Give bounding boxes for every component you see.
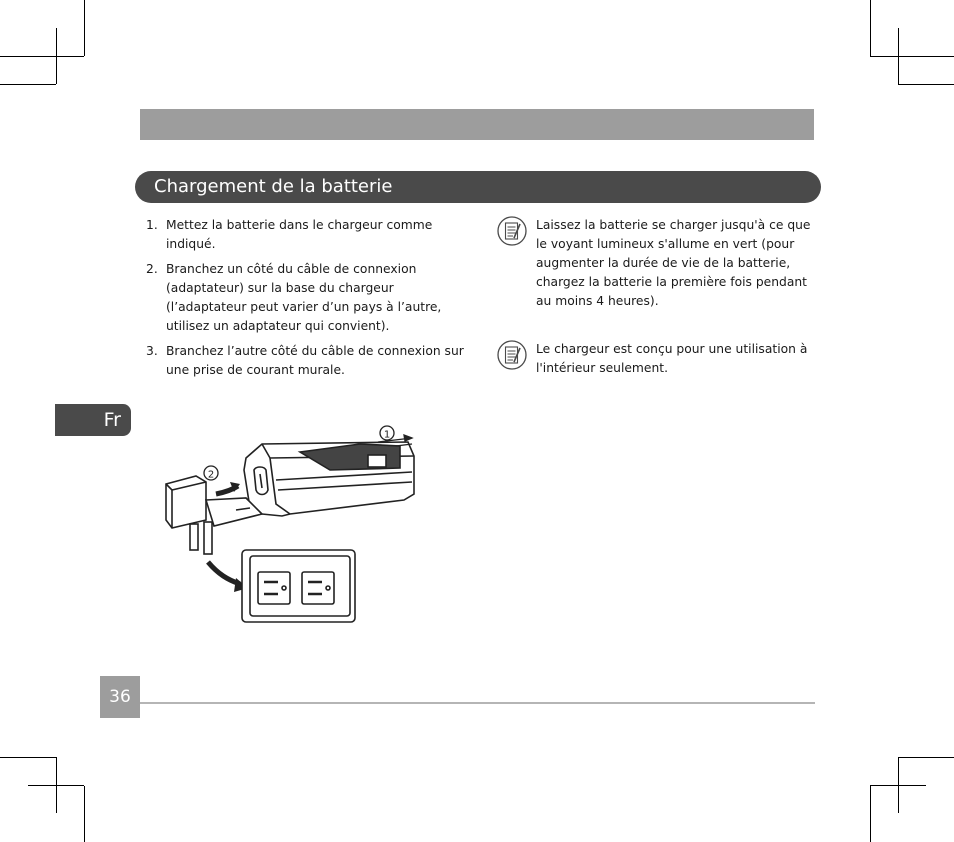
crop-mark <box>870 56 926 57</box>
step-text: Branchez un côté du câble de connexion (adaptateur) sur la base du chargeur (l’adaptateur peut varier d’un pays à l’autre, utilisez un adaptateur qui convient). <box>166 262 442 333</box>
list-item <box>146 216 464 254</box>
language-tab: Fr <box>55 404 131 436</box>
note-text: Laissez la batterie se charger jusqu'à ce que le voyant lumineux s'allume en vert (pour augmenter la durée de vie de la batterie, chargez la batterie la première fois pendant au moins 4 heures). <box>536 218 811 308</box>
charger-illustration <box>160 420 430 630</box>
crop-mark <box>898 757 954 758</box>
footer-divider <box>140 702 815 704</box>
callout-1 <box>380 426 394 441</box>
crop-mark <box>84 0 85 56</box>
step-text: Mettez la batterie dans le chargeur comme indiqué. <box>166 218 433 251</box>
list-item <box>146 260 464 336</box>
note-text: Le chargeur est conçu pour une utilisation à l'intérieur seulement. <box>536 342 808 375</box>
callout-1-label: 1 <box>383 429 391 441</box>
wall-outlet <box>242 550 355 622</box>
crop-mark <box>84 786 85 842</box>
crop-mark <box>898 84 954 85</box>
down-arrow-icon <box>208 562 240 584</box>
note-block <box>497 216 813 311</box>
crop-mark <box>870 0 871 56</box>
note-block <box>497 340 813 378</box>
note-icon <box>497 340 527 376</box>
note-icon <box>497 216 527 252</box>
step-text: Branchez l’autre côté du câble de connexion sur une prise de courant murale. <box>166 344 464 377</box>
crop-mark <box>870 785 926 786</box>
crop-mark <box>28 56 84 57</box>
crop-mark <box>28 785 84 786</box>
section-title: Chargement de la batterie <box>135 171 821 203</box>
crop-mark <box>870 786 871 842</box>
charger-body <box>244 442 414 516</box>
list-item <box>146 342 464 380</box>
callout-2-label: 2 <box>207 469 215 481</box>
callout-2 <box>204 466 218 481</box>
crop-mark <box>0 757 56 758</box>
step-number: 2. <box>146 262 158 276</box>
page-number: 36 <box>100 676 140 718</box>
steps-list <box>146 216 464 386</box>
crop-mark <box>0 84 56 85</box>
header-band <box>140 109 814 140</box>
step-number: 1. <box>146 218 158 232</box>
step-number: 3. <box>146 344 158 358</box>
